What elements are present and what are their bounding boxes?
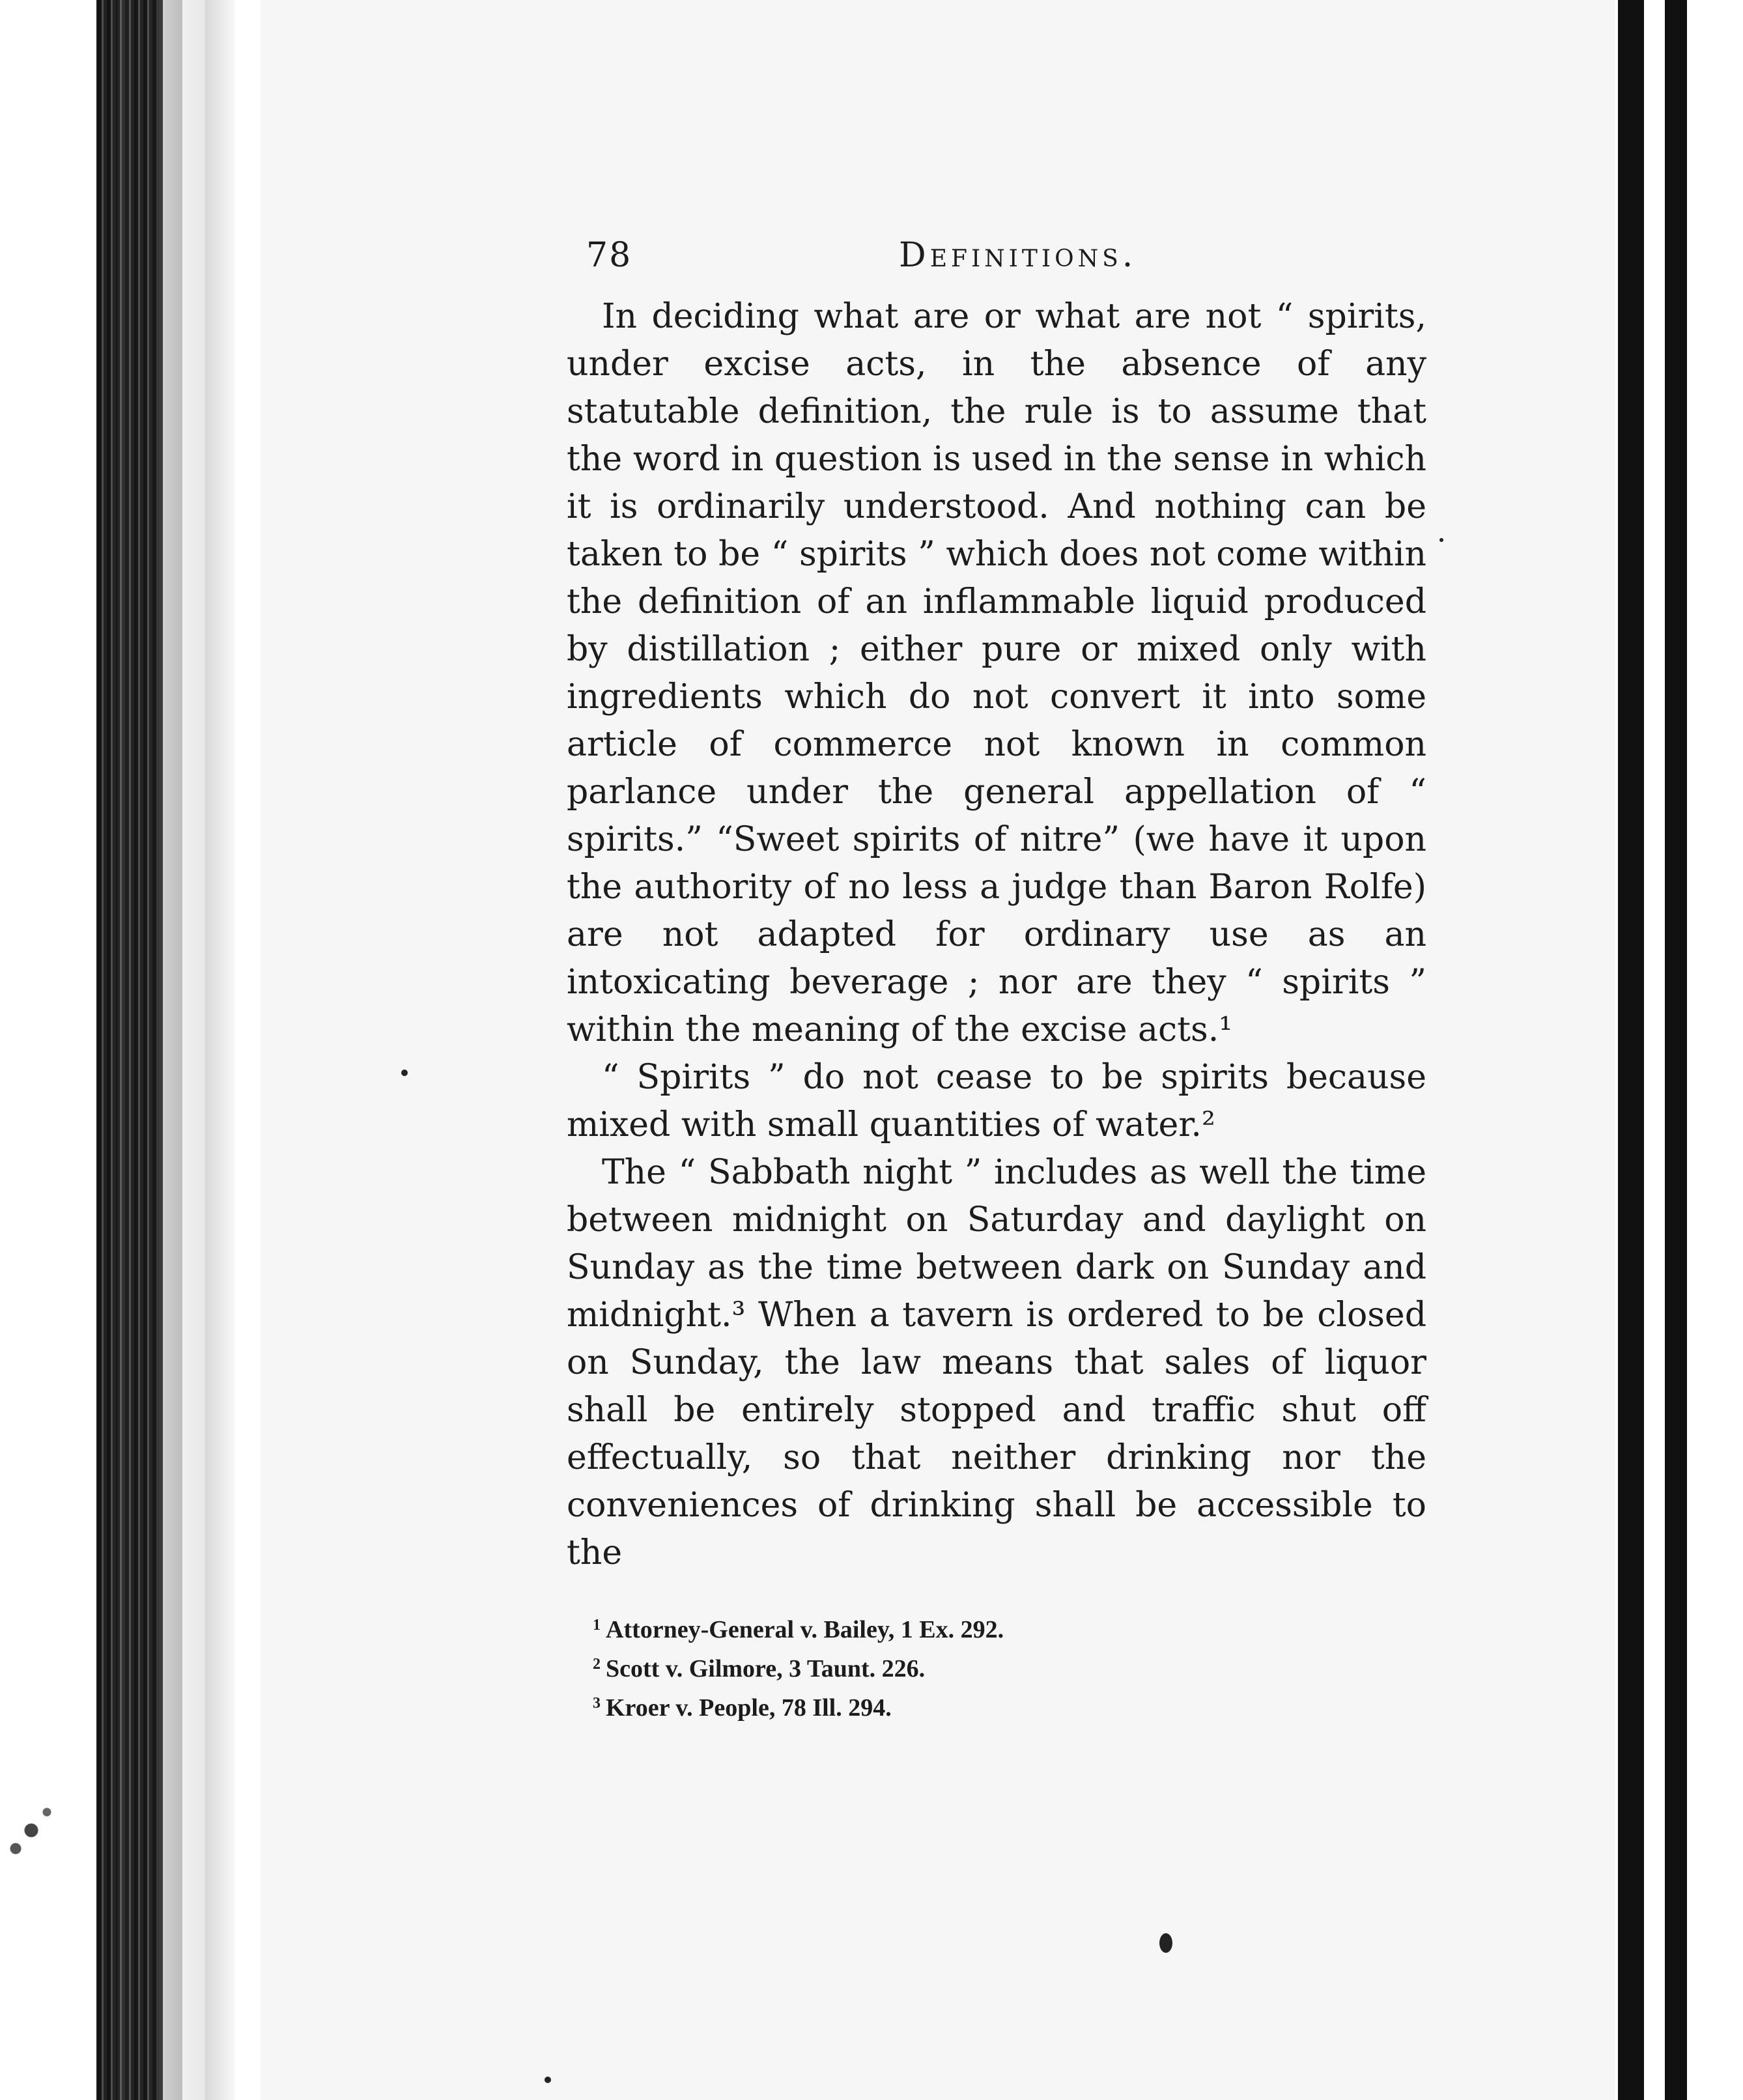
paragraph: The “ Sabbath night ” includes as well the time between midnight on Saturday and daylight on Sunday as the time between dark on Sunday and midnight.³ When a tavern is ordered to be closed on Sunday, the law means that sales of liquor shall be entirely stopped and traffic shut off effectually, so that neither drinking nor the conveniences of drinking shall be accessible to the (567, 1153, 1426, 1572)
footnotes (567, 1608, 1426, 1725)
footnote-text: Attorney-General v. Bailey, 1 Ex. 292. (606, 1616, 1004, 1643)
footnote-3 (593, 1686, 1426, 1725)
scan-speck (1439, 538, 1443, 542)
footnote-mark: 3 (593, 1695, 601, 1712)
scan-speck (545, 2077, 551, 2083)
scan-speck (1159, 1933, 1172, 1953)
scan-smudge (0, 1785, 78, 1876)
running-title: Definitions. (899, 236, 1137, 275)
body-text (567, 293, 1426, 1577)
footnote-1 (593, 1608, 1426, 1647)
footnote-mark: 1 (593, 1617, 601, 1634)
footnote-2 (593, 1647, 1426, 1686)
footnote-text: Kroer v. People, 78 Ill. 294. (606, 1694, 892, 1722)
footnote-text: Scott v. Gilmore, 3 Taunt. 226. (606, 1655, 926, 1682)
book-spine-shadow (98, 0, 156, 2100)
running-head (567, 221, 1426, 280)
footnote-mark: 2 (593, 1656, 601, 1673)
right-binding-bar (1618, 0, 1644, 2100)
page-number: 78 (586, 236, 632, 275)
right-binding-bar-outer (1665, 0, 1687, 2100)
page-text-block (567, 221, 1426, 1725)
scan-speck (401, 1070, 408, 1076)
paragraph: In deciding what are or what are not “ spirits, under excise acts, in the absence of any statutable definition, the rule is to assume that the word in question is used in the sense in which it is ordinarily understood. And nothing can be taken to be “ spirits ” which does not come within the definition of an inflammable liquid produced by distillation ; either pure or mixed only with ingredients which do not convert it into some article of commerce not known in common parlance under the general appellation of “ spirits.” “Sweet spirits of nitre” (we have it upon the authority of no less a judge than Baron Rolfe) are not adapted for ordinary use as an intoxicating beverage ; nor are they “ spirits ” within the meaning of the excise acts.¹ (567, 297, 1426, 1049)
paragraph: “ Spirits ” do not cease to be spirits because mixed with small quantities of water.² (567, 1058, 1426, 1144)
